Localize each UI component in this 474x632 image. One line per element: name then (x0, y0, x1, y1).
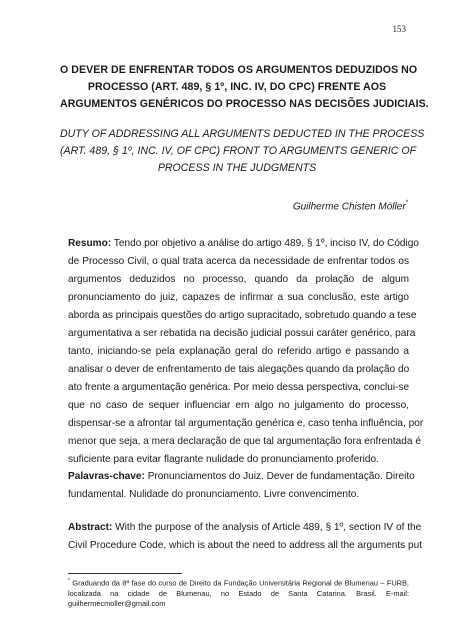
keywords-line: Palavras-chave: Pronunciamentos do Juiz. Dever de fundamentação. Direito (68, 471, 415, 482)
keywords-line: fundamental. Nulidade do pronunciamento. Livre convencimento. (68, 489, 360, 500)
abstract-line: Abstract: With the purpose of the analysis of Article 489, § 1º, section IV of the (68, 522, 422, 533)
footnote-email: guilhermecmoller@gmail.com (68, 599, 166, 609)
abstract-paragraph (68, 519, 423, 555)
resumo-label: Resumo: (68, 238, 112, 249)
resumo-line: suficiente para evitar flagrante nulidade do pronunciamento proferido. (68, 454, 379, 465)
footnote-separator (68, 573, 182, 574)
keywords-label: Palavras-chave: (68, 471, 145, 482)
abstract-line: Civil Procedure Code, which is about the need to address all the arguments put (68, 540, 423, 551)
resumo-line: Resumo: Tendo por objetivo a análise do artigo 489, § 1º, inciso IV, do Código (68, 238, 420, 249)
article-title-english (60, 126, 425, 177)
resumo-paragraph (68, 235, 424, 469)
resumo-line: aborda as principais questões do artigo supracitado, sobretudo quando a tese (68, 310, 417, 321)
article-title (60, 62, 429, 113)
abstract-label: Abstract: (68, 522, 113, 533)
resumo-line: tanto, iniciando-se pela explanação geral do referido artigo e passando a (68, 346, 409, 357)
keywords-paragraph (68, 468, 415, 504)
footnote-line: localizada na cidade de Blumenau, no Estado de Santa Catarina. Brasil. E-mail: (68, 588, 409, 598)
resumo-line: pronunciamento do juiz, capazes de infirmar a sua conclusão, este artigo (68, 292, 409, 303)
footnote-mark: * (68, 578, 70, 584)
resumo-line: de Processo Civil, o qual trata acerca da necessidade de enfrentar todos os (68, 256, 409, 267)
title-line: PROCESSO (ART. 489, § 1º, INC. IV, DO CPC) FRENTE AOS (87, 81, 387, 93)
author-name: Guilherme Chisten Möller (292, 201, 406, 213)
resumo-line: que no caso de sequer influenciar em algo no julgamento do processo, (68, 400, 409, 411)
page-number: 153 (392, 24, 406, 34)
subtitle-line: (ART. 489, § 1º, INC. IV, OF CPC) FRONT TO ARGUMENTS GENERIC OF (60, 145, 417, 157)
title-line: O DEVER DE ENFRENTAR TODOS OS ARGUMENTOS DEDUZIDOS NO (60, 64, 418, 76)
footnote (68, 576, 409, 610)
resumo-line: argumentos deduzidos no processo, quando da prolação de algum (68, 274, 409, 285)
resumo-line: ato frente a argumentação genérica. Por meio dessa perspectiva, conclui-se (68, 382, 410, 393)
footnote-line: * Graduando da 8ª fase do curso de Direito da Fundação Universitária Regional de Blumenau – FURB, (68, 578, 409, 588)
title-line: ARGUMENTOS GENÉRICOS DO PROCESSO NAS DECISÕES JUDICIAIS. (60, 98, 429, 110)
author-byline (293, 201, 408, 212)
subtitle-line: PROCESS IN THE JUDGMENTS (157, 162, 317, 174)
resumo-line: argumentativa a ser rebatida na decisão judicial possui caráter genérico, para (68, 328, 416, 339)
resumo-line: dispensar-se a afrontar tal argumentação genérica e, caso tenha influência, por (68, 418, 424, 429)
subtitle-line: DUTY OF ADDRESSING ALL ARGUMENTS DEDUCTED IN THE PROCESS (60, 128, 425, 140)
author-footnote-mark: * (405, 200, 408, 206)
resumo-line: analisar o dever de enfrentamento de tais alegações quando da prolação do (68, 364, 410, 375)
resumo-line: menor que seja, a mera declaração de que tal argumentação fora enfrentada é (68, 436, 421, 447)
